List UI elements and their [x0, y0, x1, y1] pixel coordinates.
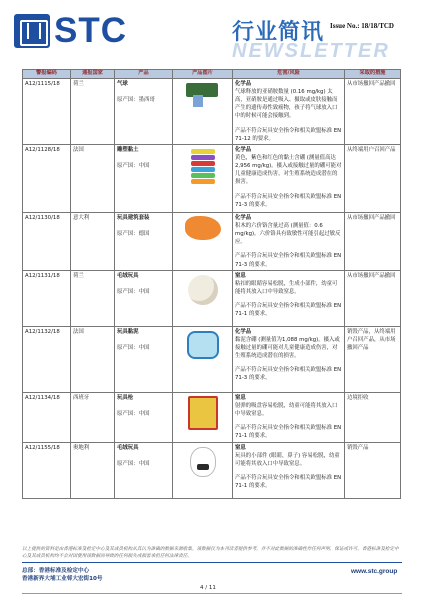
product-image-cell — [173, 392, 233, 442]
hazard-cell — [233, 145, 345, 213]
alert-code: A12/1155/18 — [23, 442, 71, 498]
product-cell — [115, 79, 173, 145]
plush-toy-image — [188, 275, 218, 305]
product-origin: 原产国：德国 — [117, 231, 150, 238]
hazard-standard: 产品不符合玩具安全指令和相关欧盟标准 EN 71-1 的要求。 — [235, 474, 342, 490]
hazard-standard: 产品不符合玩具安全指令和相关欧盟标准 EN 71-3 的要求。 — [235, 367, 342, 382]
balloon-gun-image — [183, 83, 223, 107]
notifying-country: 法国 — [71, 145, 115, 213]
table-row — [23, 392, 401, 442]
product-image-cell — [173, 145, 233, 213]
measures-cell: 从市场撤回产品撤回 — [345, 270, 401, 326]
product-image-cell — [173, 79, 233, 145]
alert-code: A12/1115/18 — [23, 79, 71, 145]
hazard-title: 化学品 — [235, 215, 252, 221]
product-name: 气球 — [117, 81, 128, 87]
product-origin: 原产国：中国 — [117, 163, 150, 170]
modeling-clay-image — [183, 149, 223, 184]
product-origin: 原产国：墨西哥 — [117, 97, 155, 104]
product-image-cell — [173, 442, 233, 498]
brand-name: STC — [54, 11, 127, 50]
product-cell — [115, 213, 173, 271]
measures-cell: 边境拒收 — [345, 392, 401, 442]
page-number: 4 / 11 — [200, 585, 216, 591]
hazard-standard: 产品不符合玩具安全指令和相关欧盟标准 EN 71-1 的要求。 — [235, 302, 342, 318]
hazard-text: 玩具的小部件 (眼睛，鼻子) 容易松脱，幼童可能将其放入口中导致窒息。 — [235, 452, 340, 467]
hazard-standard: 产品不符合玩具安全指令和相关欧盟标准 EN 71-1 的要求。 — [235, 424, 342, 440]
table-row — [23, 442, 401, 498]
website-link[interactable]: www.stc.group — [351, 568, 398, 575]
product-image-cell — [173, 270, 233, 326]
col-header-image: 产品图片 — [173, 70, 233, 79]
disclaimer: 以上提供的资料是由香港标准及检定中心及其成员机构从其认为准确的数据来源收集。该数据仅为本刊读者提供参考，并不对此数据的准确性作任何声明、保证或许可。香港标准及检定中心及其成员机构均不会对因使用该数据而导致的任何损失或损害承担任何法律责任。 — [22, 547, 399, 560]
hazard-cell — [233, 442, 345, 498]
hazard-standard: 产品不符合玩具安全指令和相关欧盟标准 EN 71-12 的要求。 — [235, 127, 342, 142]
measures-cell: 销毁产品 — [345, 442, 401, 498]
col-header-country: 通报国家 — [71, 70, 115, 79]
alert-code: A12/1132/18 — [23, 326, 71, 392]
product-name: 玩具枪 — [117, 394, 134, 401]
notifying-country: 奥地利 — [71, 442, 115, 498]
plush-dog-image — [190, 447, 216, 477]
product-name: 雕塑黏土 — [117, 147, 139, 153]
product-image-cell — [173, 326, 233, 392]
building-set-image — [185, 216, 221, 240]
stc-logo-icon — [14, 14, 50, 48]
hazard-title: 窒息 — [235, 272, 246, 279]
product-cell — [115, 442, 173, 498]
footer-company: 总部：香港标准及检定中心 — [22, 568, 90, 574]
product-cell — [115, 270, 173, 326]
hazard-title: 化学品 — [235, 328, 252, 335]
product-name: 毛绒玩具 — [117, 444, 139, 451]
footer-divider — [22, 562, 402, 563]
product-cell — [115, 145, 173, 213]
product-cell — [115, 326, 173, 392]
product-origin: 原产国：中国 — [117, 460, 150, 467]
table-row — [23, 145, 401, 213]
table-row — [23, 213, 401, 271]
col-header-code: 警报编码 — [23, 70, 71, 79]
product-origin: 原产国：中国 — [117, 344, 150, 351]
hazard-text: 射弹的吸盘容易松脱，幼童可能将其放入口中导致窒息。 — [235, 402, 338, 417]
notifying-country: 荷兰 — [71, 270, 115, 326]
notifying-country: 意大利 — [71, 213, 115, 271]
newsletter-subtitle: NEWSLETTER — [232, 40, 390, 62]
measures-cell: 从市场撤回产品撤回 — [345, 213, 401, 271]
hazard-cell — [233, 213, 345, 271]
col-header-hazard: 危害/风险 — [233, 70, 345, 79]
hazard-title: 化学品 — [235, 81, 252, 87]
measures-cell: 从终端用户召回产品 — [345, 145, 401, 213]
hazard-cell — [233, 392, 345, 442]
notifying-country: 法国 — [71, 326, 115, 392]
hazard-title: 化学品 — [235, 147, 252, 153]
hazard-cell — [233, 79, 345, 145]
hazard-standard: 产品不符合玩具安全指令和相关欧盟标准 EN 71-3 的要求。 — [235, 193, 342, 208]
header — [0, 0, 423, 62]
product-name: 玩具建筑套装 — [117, 215, 150, 221]
newsletter-title: 行业简讯 — [232, 20, 325, 45]
table-header-row — [23, 70, 401, 79]
product-name: 玩具黏泥 — [117, 328, 139, 335]
product-name: 毛绒玩具 — [117, 272, 139, 279]
hazard-title: 窒息 — [235, 444, 246, 451]
alert-code: A12/1134/18 — [23, 392, 71, 442]
notifying-country: 荷兰 — [71, 79, 115, 145]
product-origin: 原产国：中国 — [117, 410, 150, 417]
alert-code: A12/1131/18 — [23, 270, 71, 326]
measures-cell: 从市场撤回产品撤回 — [345, 79, 401, 145]
hazard-text: 黄色，紫色和红色的黏土含硼 (测量值高达2,956 mg/kg)。摄入或接触过量的硼可能对儿童健康造成伤害，对生殖系统造成潜在的损害。 — [235, 155, 342, 186]
footer-address: 香港新界大埔工业邨大宏街10号 — [22, 576, 103, 582]
hazard-text: 气球释放的亚硝胺数量 (0.16 mg/kg) 太高，亚硝胺是通过吸入、摄取或皮肤接触而产生的遗传毒性致癌物，孩子将气球放入口中的时候可能会接触到。 — [235, 89, 338, 120]
col-header-product: 产品 — [115, 70, 173, 79]
product-cell — [115, 392, 173, 442]
hazard-title: 窒息 — [235, 394, 246, 401]
hazard-cell — [233, 270, 345, 326]
hazard-text: 粘扣的眼睛容易松脱，生成小部件，幼童可能将其放入口中导致窒息。 — [235, 280, 338, 295]
alert-code: A12/1128/18 — [23, 145, 71, 213]
page-bottom-divider — [22, 593, 402, 594]
product-image-cell — [173, 213, 233, 271]
table-row — [23, 79, 401, 145]
product-origin: 原产国：中国 — [117, 288, 150, 295]
table-row — [23, 270, 401, 326]
col-header-measures: 采取的措施 — [345, 70, 401, 79]
hazard-cell — [233, 326, 345, 392]
notifying-country: 西班牙 — [71, 392, 115, 442]
table-row — [23, 326, 401, 392]
hazard-standard: 产品不符合玩具安全指令和相关欧盟标准 EN 71-3 的要求。 — [235, 253, 342, 268]
hazard-text: 积木的六价铬含量过高 (测量值：0.6 mg/kg)。六价铬具有致敏性可能引起过敏反应。 — [235, 223, 341, 246]
recall-table — [22, 69, 401, 499]
alert-code: A12/1130/18 — [23, 213, 71, 271]
measures-cell: 销毁产品，从终端用户召回产品，从市场撤回产品 — [345, 326, 401, 392]
hazard-text: 黏泥含硼 (测量值为1,088 mg/kg)。摄入或接触过量的硼可能对儿童健康造成伤害，对生殖系统造成潜在的损害。 — [235, 336, 340, 359]
issue-number: Issue No.: 18/18/TCD — [330, 22, 394, 30]
slime-image — [187, 331, 219, 359]
toy-gun-pack-image — [188, 396, 218, 430]
